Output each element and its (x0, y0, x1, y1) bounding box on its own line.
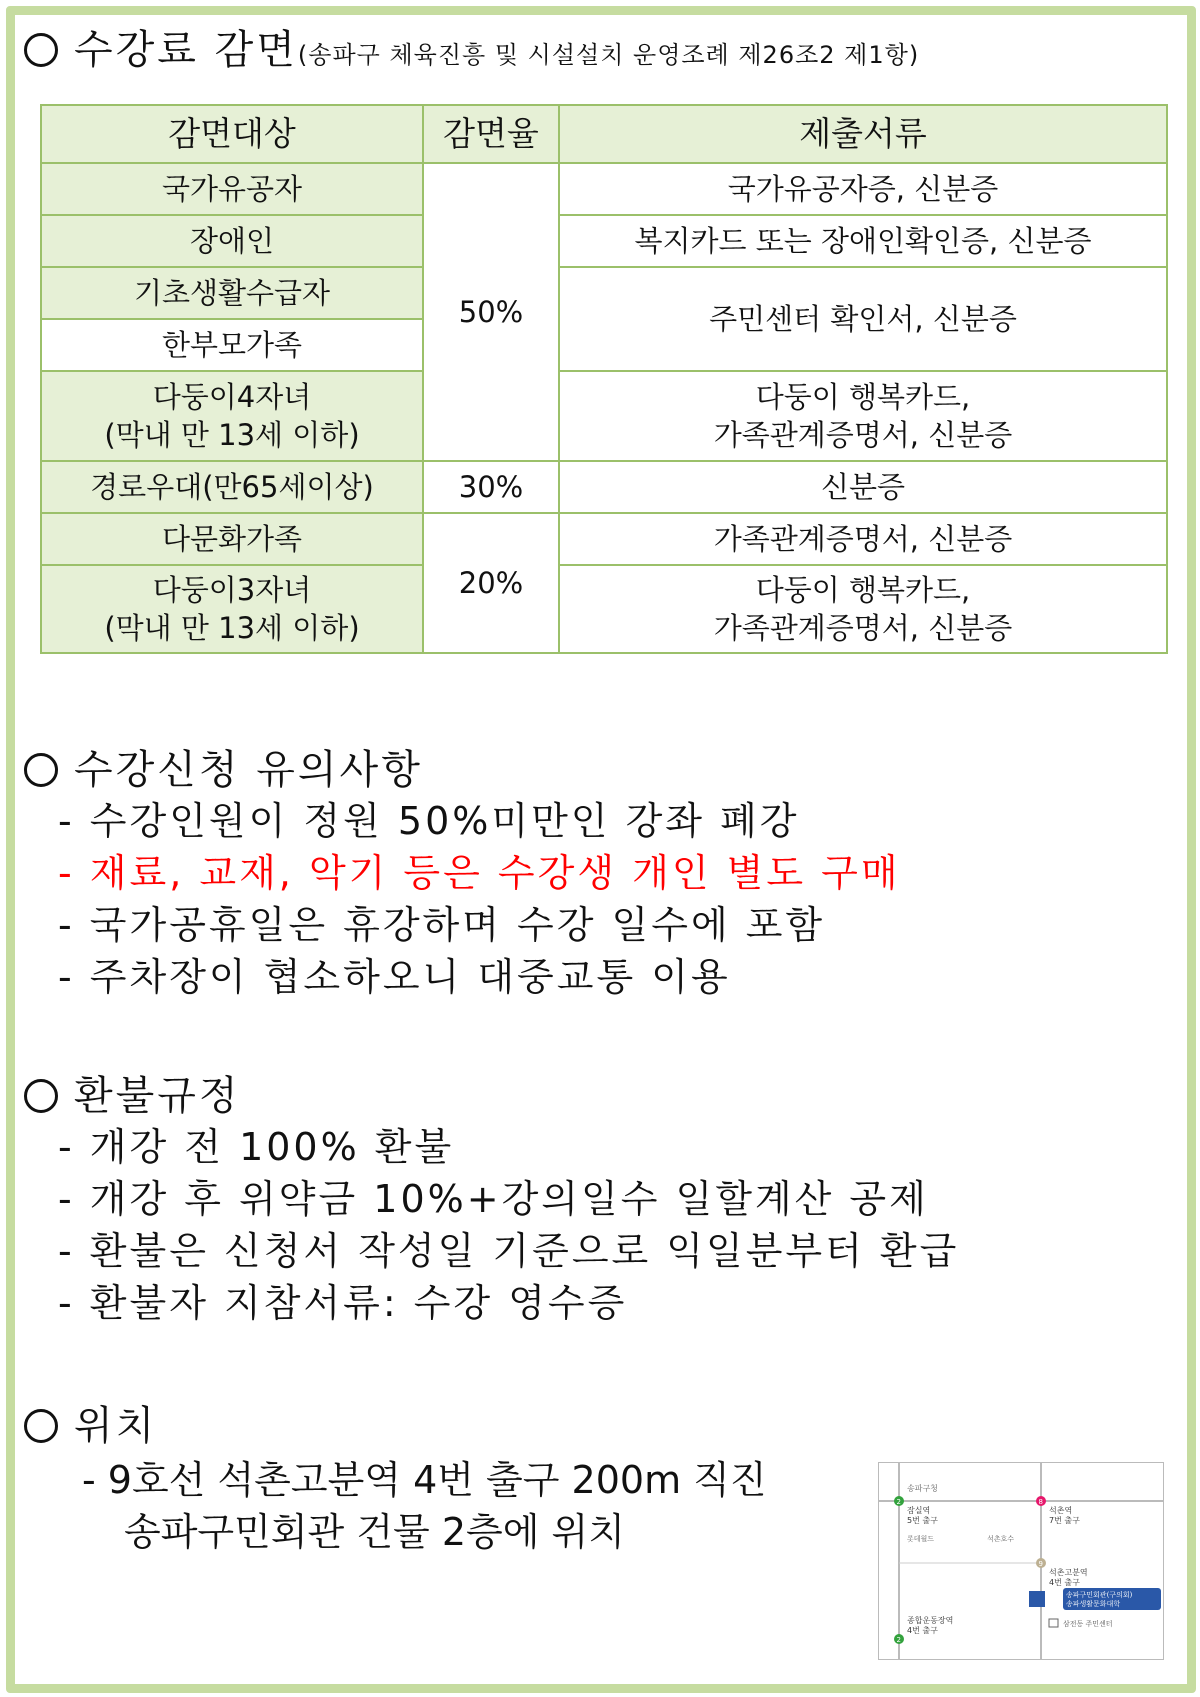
map-line-number: 8 (1038, 1498, 1043, 1506)
target-cell: 국가유공자 (41, 163, 423, 215)
target-cell: 경로우대(만65세이상) (41, 461, 423, 513)
map-line-number: 2 (896, 1498, 901, 1506)
target-line: 다둥이3자녀 (152, 573, 312, 607)
section-location-heading (24, 1402, 157, 1450)
circle-bullet-icon (24, 1409, 58, 1443)
table-row (41, 565, 1167, 653)
target-line: 다둥이4자녀 (152, 380, 312, 414)
section-notice-heading (24, 746, 423, 794)
circle-bullet-icon (24, 753, 58, 787)
docs-line: 가족관계증명서, 신분증 (713, 418, 1013, 452)
table-row (41, 461, 1167, 513)
section-discount-title: 수강료 감면 (74, 27, 298, 73)
docs-cell (559, 565, 1167, 653)
notice-item: - 수강인원이 정원 50%미만인 강좌 폐강 (58, 799, 800, 843)
rate-cell: 50% (423, 163, 559, 461)
target-cell: 다문화가족 (41, 513, 423, 565)
map-label: 송파구청 (907, 1484, 938, 1493)
section-notice-title: 수강신청 유의사항 (74, 747, 423, 793)
target-note: (막내 만 13세 이하) (104, 611, 360, 645)
notice-item: - 국가공휴일은 휴강하며 수강 일수에 포함 (58, 903, 826, 947)
community-center-icon (1049, 1619, 1058, 1627)
notice-item-warning: - 재료, 교재, 악기 등은 수강생 개인 별도 구매 (58, 851, 901, 895)
docs-line: 다둥이 행복카드, (755, 573, 971, 607)
docs-cell: 복지카드 또는 장애인확인증, 신분증 (559, 215, 1167, 267)
table-header-row (41, 105, 1167, 163)
refund-item: - 환불자 지참서류: 수강 영수증 (58, 1281, 628, 1325)
docs-cell: 신분증 (559, 461, 1167, 513)
notice-item: - 주차장이 협소하오니 대중교통 이용 (58, 955, 731, 999)
target-cell: 한부모가족 (41, 319, 423, 371)
circle-bullet-icon (24, 33, 58, 67)
target-note: (막내 만 13세 이하) (104, 418, 360, 452)
section-location-title: 위치 (74, 1403, 158, 1449)
docs-cell: 주민센터 확인서, 신분증 (559, 267, 1167, 371)
section-discount-heading (24, 26, 919, 79)
map-line-number: 9 (1038, 1560, 1043, 1568)
docs-line: 다둥이 행복카드, (755, 380, 971, 414)
table-row (41, 513, 1167, 565)
map-label: 삼전동 주민센터 (1063, 1620, 1113, 1628)
section-discount-subtitle: (송파구 체육진흥 및 시설설치 운영조례 제26조2 제1항) (297, 41, 920, 69)
map-label: 송파생활문화대학 (1066, 1600, 1121, 1608)
rate-cell: 30% (423, 461, 559, 513)
rate-cell: 20% (423, 513, 559, 653)
building-icon (1029, 1591, 1045, 1607)
table-row (41, 371, 1167, 461)
target-cell (41, 371, 423, 461)
docs-cell: 국가유공자증, 신분증 (559, 163, 1167, 215)
discount-table (40, 104, 1168, 654)
map-label: 석촌고분역 (1049, 1568, 1088, 1577)
map-label: 롯데월드 (907, 1535, 935, 1543)
header-target: 감면대상 (41, 105, 423, 163)
location-map (878, 1462, 1164, 1660)
header-docs: 제출서류 (559, 105, 1167, 163)
refund-item: - 개강 전 100% 환불 (58, 1125, 455, 1169)
circle-bullet-icon (24, 1079, 58, 1113)
map-line-number: 2 (896, 1636, 901, 1644)
map-label: 송파구민회관(구의회) (1066, 1591, 1133, 1599)
target-cell: 장애인 (41, 215, 423, 267)
map-label: 석촌역 (1049, 1506, 1073, 1515)
location-line: - 9호선 석촌고분역 4번 출구 200m 직진 (82, 1458, 767, 1502)
target-cell (41, 565, 423, 653)
map-label: 4번 출구 (1049, 1578, 1080, 1587)
map-graphic (879, 1463, 1163, 1659)
map-label: 잠실역 (907, 1506, 931, 1515)
section-refund-heading (24, 1072, 241, 1120)
map-label: 종합운동장역 (907, 1616, 954, 1625)
map-label: 4번 출구 (907, 1626, 938, 1635)
map-label: 석촌호수 (987, 1535, 1015, 1543)
refund-item: - 환불은 신청서 작성일 기준으로 익일분부터 환급 (58, 1229, 960, 1273)
table-row (41, 215, 1167, 267)
docs-line: 가족관계증명서, 신분증 (713, 611, 1013, 645)
docs-cell: 가족관계증명서, 신분증 (559, 513, 1167, 565)
section-refund-title: 환불규정 (74, 1073, 241, 1119)
refund-item: - 개강 후 위약금 10%+강의일수 일할계산 공제 (58, 1177, 929, 1221)
table-row (41, 163, 1167, 215)
map-label: 5번 출구 (907, 1516, 938, 1525)
table-row (41, 267, 1167, 319)
map-label: 7번 출구 (1049, 1516, 1080, 1525)
header-rate: 감면율 (423, 105, 559, 163)
target-cell: 기초생활수급자 (41, 267, 423, 319)
docs-cell (559, 371, 1167, 461)
location-line: 송파구민회관 건물 2층에 위치 (124, 1510, 625, 1554)
